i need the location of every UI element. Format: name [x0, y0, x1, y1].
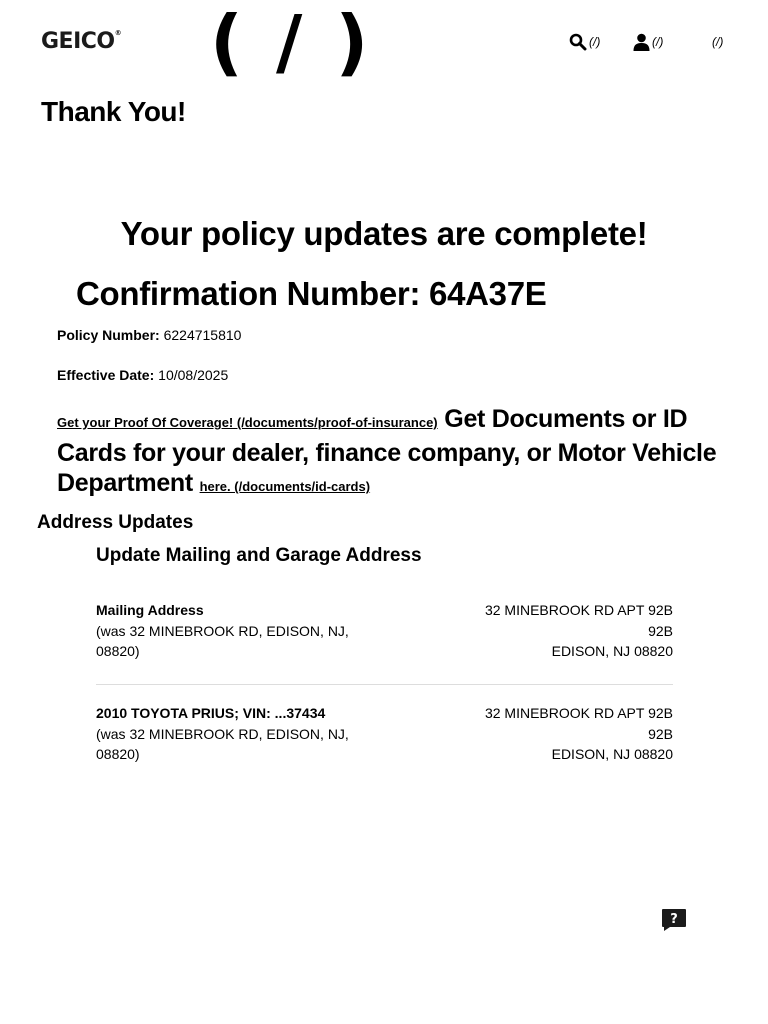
- documents-text: Get Documents or ID Cards for your dealer, finance company, or Motor Vehicle Department: [57, 405, 717, 497]
- address-new-line3: EDISON, NJ 08820: [551, 746, 673, 762]
- address-old: [96, 703, 386, 765]
- address-new-line2: 92B: [648, 622, 673, 639]
- header-placeholder-glyph: ( / ): [210, 0, 373, 84]
- account-link[interactable]: [633, 32, 663, 52]
- policy-number-row: [57, 327, 241, 343]
- search-link[interactable]: [569, 32, 600, 52]
- search-icon: [569, 33, 587, 51]
- confirmation-number: [76, 275, 547, 313]
- search-link-text: (/): [589, 35, 601, 49]
- address-previous: (was 32 MINEBROOK RD, EDISON, NJ, 08820): [96, 725, 349, 762]
- effective-date-value: 10/08/2025: [158, 367, 229, 383]
- confirmation-value: 64A37E: [429, 275, 547, 312]
- proof-of-coverage-link[interactable]: Get your Proof Of Coverage! (/documents/proof-of-insurance): [57, 415, 438, 430]
- user-icon: [633, 33, 650, 51]
- effective-date-row: [57, 367, 228, 383]
- address-new-line3: EDISON, NJ 08820: [551, 643, 673, 659]
- id-cards-link[interactable]: here. (/documents/id-cards): [199, 479, 371, 494]
- address-updates-title: Address Updates: [37, 512, 194, 533]
- chat-help-button[interactable]: [661, 908, 687, 932]
- completion-headline: Your policy updates are complete!: [120, 215, 648, 252]
- menu-link-text: (/): [712, 35, 724, 49]
- logo-text: GEICO: [41, 29, 115, 54]
- address-new-line1: 32 MINEBROOK RD APT 92B: [484, 705, 673, 721]
- address-previous: (was 32 MINEBROOK RD, EDISON, NJ, 08820): [96, 622, 349, 659]
- effective-date-label: Effective Date:: [57, 367, 155, 383]
- logo-trademark: ®: [114, 29, 122, 37]
- chat-help-glyph: ?: [670, 912, 678, 927]
- policy-number-label: Policy Number:: [57, 327, 160, 343]
- account-link-text: (/): [652, 35, 664, 49]
- site-header: [0, 0, 768, 90]
- address-updates-subtitle: Update Mailing and Garage Address: [96, 545, 422, 566]
- address-label: 2010 TOYOTA PRIUS; VIN: ...37434: [96, 705, 326, 721]
- policy-number-value: 6224715810: [163, 327, 242, 343]
- geico-logo[interactable]: [41, 29, 122, 54]
- chat-help-icon: [661, 908, 687, 932]
- address-label: Mailing Address: [96, 602, 204, 618]
- menu-link[interactable]: [710, 32, 723, 52]
- page-title: Thank You!: [41, 96, 186, 127]
- address-new: [485, 600, 673, 662]
- address-old: [96, 600, 386, 662]
- documents-section: [57, 404, 717, 502]
- address-new-line2: 92B: [648, 725, 673, 742]
- address-new: [485, 703, 673, 765]
- confirmation-label: Confirmation Number:: [76, 275, 421, 312]
- address-divider: [96, 684, 673, 685]
- address-new-line1: 32 MINEBROOK RD APT 92B: [484, 602, 673, 618]
